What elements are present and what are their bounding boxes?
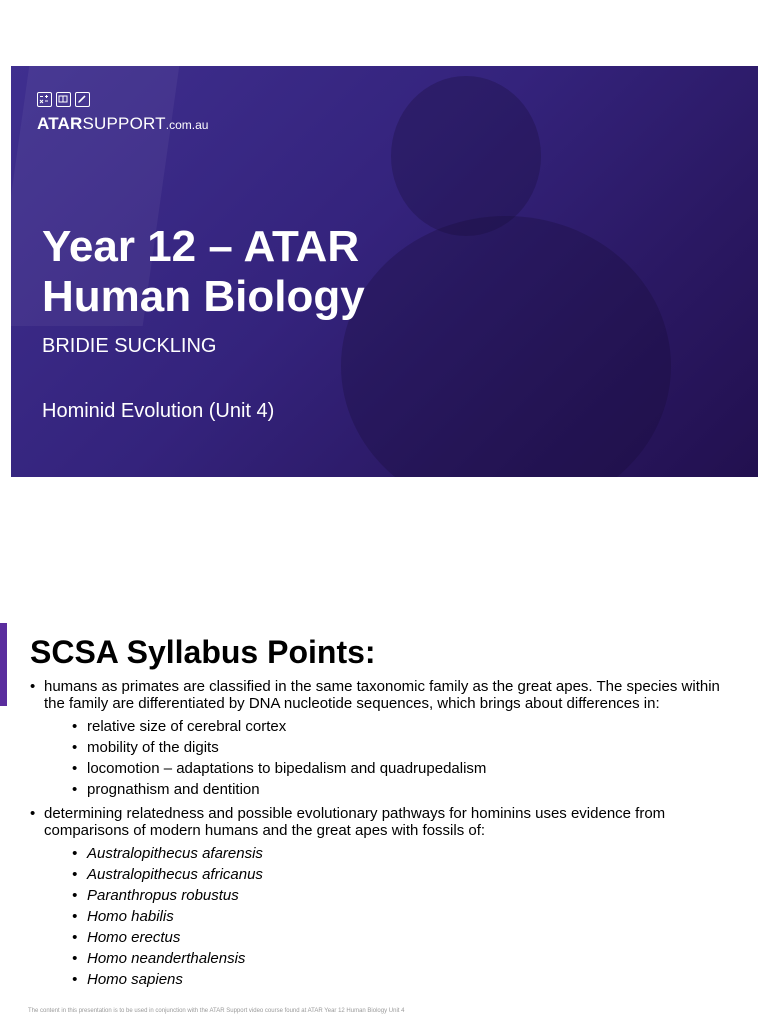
title-line-1: Year 12 – ATAR <box>42 222 360 271</box>
accent-bar <box>0 623 7 706</box>
list-item: • Homo sapiens <box>72 969 740 990</box>
syllabus-point-text: humans as primates are classified in the same taxonomic family as the great apes. The species within the family are differentiated by DNA nucleotide sequences, which brings about differences in: <box>44 678 720 712</box>
photo-head-silhouette <box>391 76 541 236</box>
book-icon <box>56 92 71 107</box>
footer-note: The content in this presentation is to be used in conjunction with the ATAR Support video course found at ATAR Year 12 Human Biology Unit 4 <box>28 1008 405 1014</box>
list-item: • Homo habilis <box>72 906 740 927</box>
slide-title <box>42 222 365 322</box>
list-item: • relative size of cerebral cortex <box>72 716 740 737</box>
title-line-2: Human Biology <box>42 272 365 321</box>
calculator-icon <box>37 92 52 107</box>
list-item: • Australopithecus afarensis <box>72 843 740 864</box>
list-item: • mobility of the digits <box>72 737 740 758</box>
syllabus-heading: SCSA Syllabus Points: <box>30 634 376 670</box>
list-item: • locomotion – adaptations to bipedalism and quadrupedalism <box>72 758 740 779</box>
syllabus-points-list <box>30 678 740 990</box>
logo-domain: .com.au <box>165 118 209 132</box>
pencil-icon <box>75 92 90 107</box>
syllabus-content <box>30 678 740 995</box>
list-item: • prognathism and dentition <box>72 779 740 800</box>
logo-brand-bold: ATAR <box>37 114 83 133</box>
photo-body-silhouette <box>341 216 671 477</box>
list-item: • Homo neanderthalensis <box>72 948 740 969</box>
logo-icons <box>37 92 90 107</box>
list-item: • Paranthropus robustus <box>72 885 740 906</box>
syllabus-point-text: determining relatedness and possible evolutionary pathways for hominins uses evidence from comparisons of modern humans and the great apes with fossils of: <box>44 805 666 839</box>
differences-list <box>72 716 740 800</box>
unit-subtitle: Hominid Evolution (Unit 4) <box>42 400 275 422</box>
syllabus-point <box>30 678 740 800</box>
list-item: • Australopithecus africanus <box>72 864 740 885</box>
title-slide <box>11 66 758 477</box>
syllabus-point <box>30 805 740 990</box>
fossil-species-list <box>72 843 740 990</box>
logo-brand-regular: SUPPORT <box>82 114 166 133</box>
brand-logo <box>37 114 208 134</box>
author-name: BRIDIE SUCKLING <box>42 335 217 357</box>
list-item: • Homo erectus <box>72 927 740 948</box>
